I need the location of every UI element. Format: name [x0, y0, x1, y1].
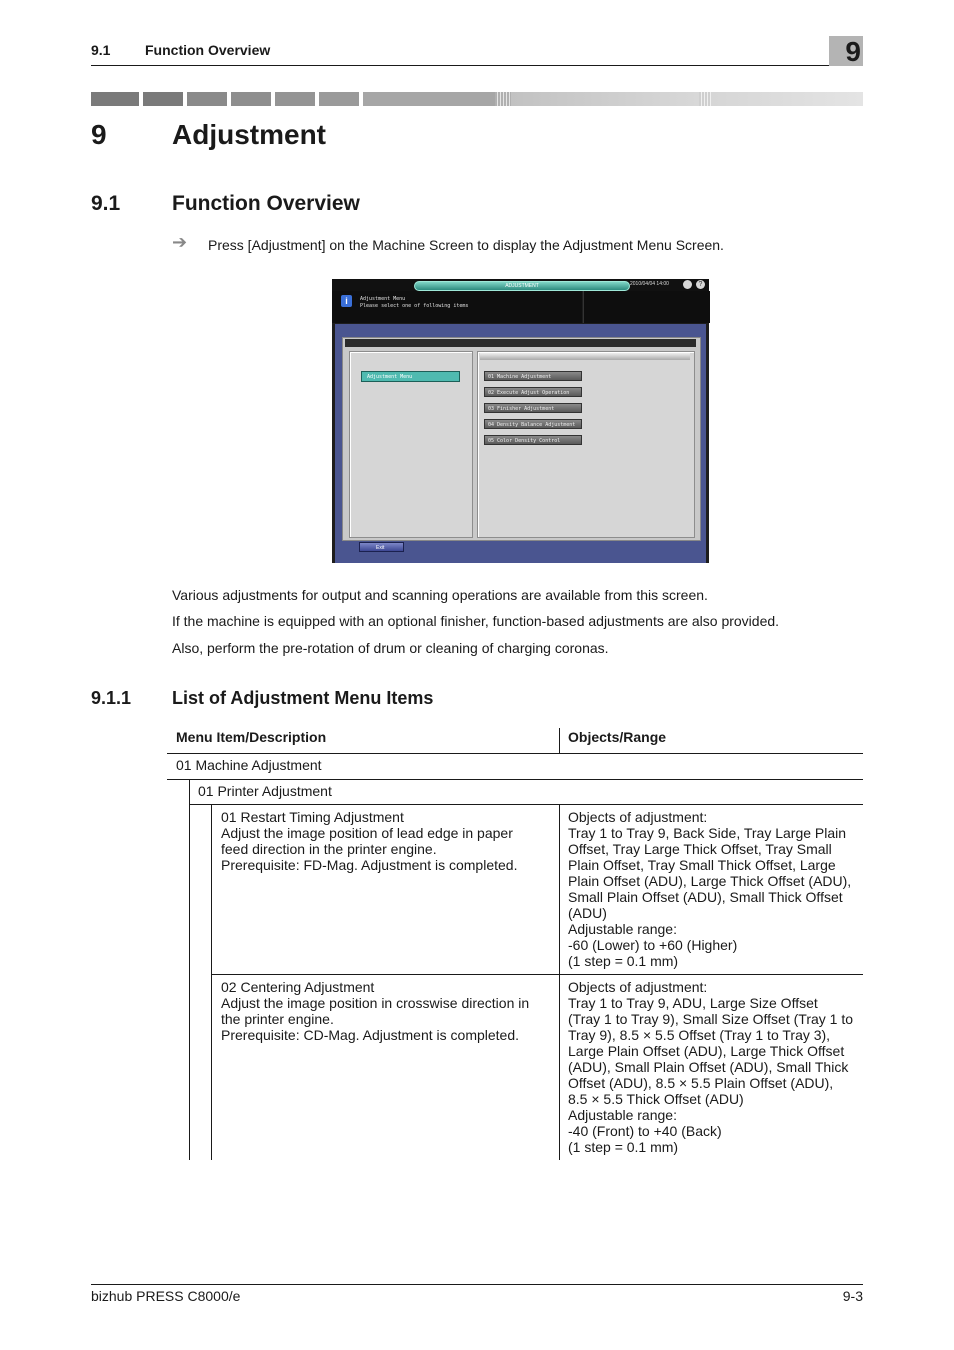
- footer-rule: [91, 1284, 863, 1285]
- paragraph-3: Also, perform the pre-rotation of drum or cleaning of charging coronas.: [172, 640, 609, 656]
- table-row-objects: Objects of adjustment: Tray 1 to Tray 9, ADU, Large Size Offset (Tray 1 to Tray 9), Small Size Offset (Tray 1 to Tray 9), 8.5 × 5.5 Offset (Tray 1 to Tray 3), Large Plain Offset (ADU), Large Thick Offset (ADU), Small Plain Offset (ADU), Small Thick Offset (ADU), 8.5 × 5.5 Plain Offset (ADU), 8.5 × 5.5 Thick Offset (ADU) Adjustable range: -40 (Front) to +40 (Back) (1 step = 0.1 mm): [568, 979, 854, 1155]
- level1-item: 01 Machine Adjustment: [176, 757, 322, 773]
- step-instruction: Press [Adjustment] on the Machine Screen to display the Adjustment Menu Screen.: [208, 237, 724, 253]
- message-area-right: [583, 291, 710, 323]
- subsection-number: 9.1.1: [91, 688, 132, 708]
- right-pane-header: [480, 353, 690, 360]
- table-rule: [211, 804, 212, 1160]
- table-rule: [559, 728, 560, 753]
- table-rule: [167, 753, 863, 754]
- page-number: 9-3: [842, 1288, 863, 1304]
- screen-title: ADJUSTMENT: [414, 281, 630, 291]
- chapter-number: 9: [91, 119, 107, 150]
- adjustment-menu-tab[interactable]: Adjustment Menu: [361, 371, 460, 382]
- table-header-item: Menu Item/Description: [176, 729, 327, 745]
- paragraph-2: If the machine is equipped with an optional finisher, function-based adjustments are also provided.: [172, 613, 780, 629]
- step-arrow-icon: ➔: [172, 232, 188, 252]
- chapter-title: Adjustment: [172, 119, 326, 150]
- status-icon: [683, 280, 692, 289]
- footer-product: bizhub PRESS C8000/e: [91, 1288, 241, 1304]
- color-density-control-button[interactable]: 05 Color Density Control: [484, 435, 582, 445]
- table-rule: [189, 779, 190, 1160]
- table-row-item: 01 Restart Timing Adjustment Adjust the image position of lead edge in paper feed direction in the printer engine. Prerequisite: FD-Mag. Adjustment is completed.: [221, 809, 518, 873]
- adjustment-menu-screenshot: [332, 279, 709, 563]
- subsection-title: List of Adjustment Menu Items: [172, 688, 434, 708]
- screen-clock: 2010/04/04 14:00: [630, 281, 669, 287]
- canvas-title-bar: [345, 339, 696, 347]
- info-icon: i: [341, 295, 352, 307]
- running-header-section-number: 9.1: [91, 42, 111, 58]
- help-icon[interactable]: ?: [696, 280, 705, 289]
- message-line-2: Please select one of following items: [360, 303, 469, 309]
- table-rule: [167, 779, 863, 780]
- table-rule: [559, 804, 560, 1160]
- density-balance-adjustment-button[interactable]: 04 Density Balance Adjustment: [484, 419, 582, 429]
- execute-adjust-operation-button[interactable]: 02 Execute Adjust Operation: [484, 387, 582, 397]
- section-number: 9.1: [91, 192, 121, 215]
- table-row-objects: Objects of adjustment: Tray 1 to Tray 9, Back Side, Tray Large Plain Offset, Tray Large Thick Offset, Tray Small Plain Offset, Tray Small Thick Offset, Large Plain Offset (ADU), Large Thick Offset (ADU), Small Plain Offset (ADU), Small Thick Offset (ADU) Adjustable range: -60 (Lower) to +60 (Higher) (1 step = 0.1 mm): [568, 809, 852, 969]
- exit-button[interactable]: Exit: [359, 542, 404, 552]
- decorative-bar: [91, 92, 863, 106]
- table-row-item: 02 Centering Adjustment Adjust the image position in crosswise direction in the printer engine. Prerequisite: CD-Mag. Adjustment is completed.: [221, 979, 530, 1043]
- header-rule: [91, 65, 863, 66]
- table-rule: [211, 974, 863, 975]
- running-header-section-title: Function Overview: [145, 42, 271, 58]
- table-rule: [189, 804, 863, 805]
- finisher-adjustment-button[interactable]: 03 Finisher Adjustment: [484, 403, 582, 413]
- level2-item: 01 Printer Adjustment: [198, 783, 332, 799]
- machine-adjustment-button[interactable]: 01 Machine Adjustment: [484, 371, 582, 381]
- message-line-1: Adjustment Menu: [360, 296, 406, 302]
- paragraph-1: Various adjustments for output and scanning operations are available from this screen.: [172, 587, 708, 603]
- chapter-tab: 9: [829, 36, 863, 66]
- section-title: Function Overview: [172, 192, 360, 215]
- table-header-objects: Objects/Range: [568, 729, 667, 745]
